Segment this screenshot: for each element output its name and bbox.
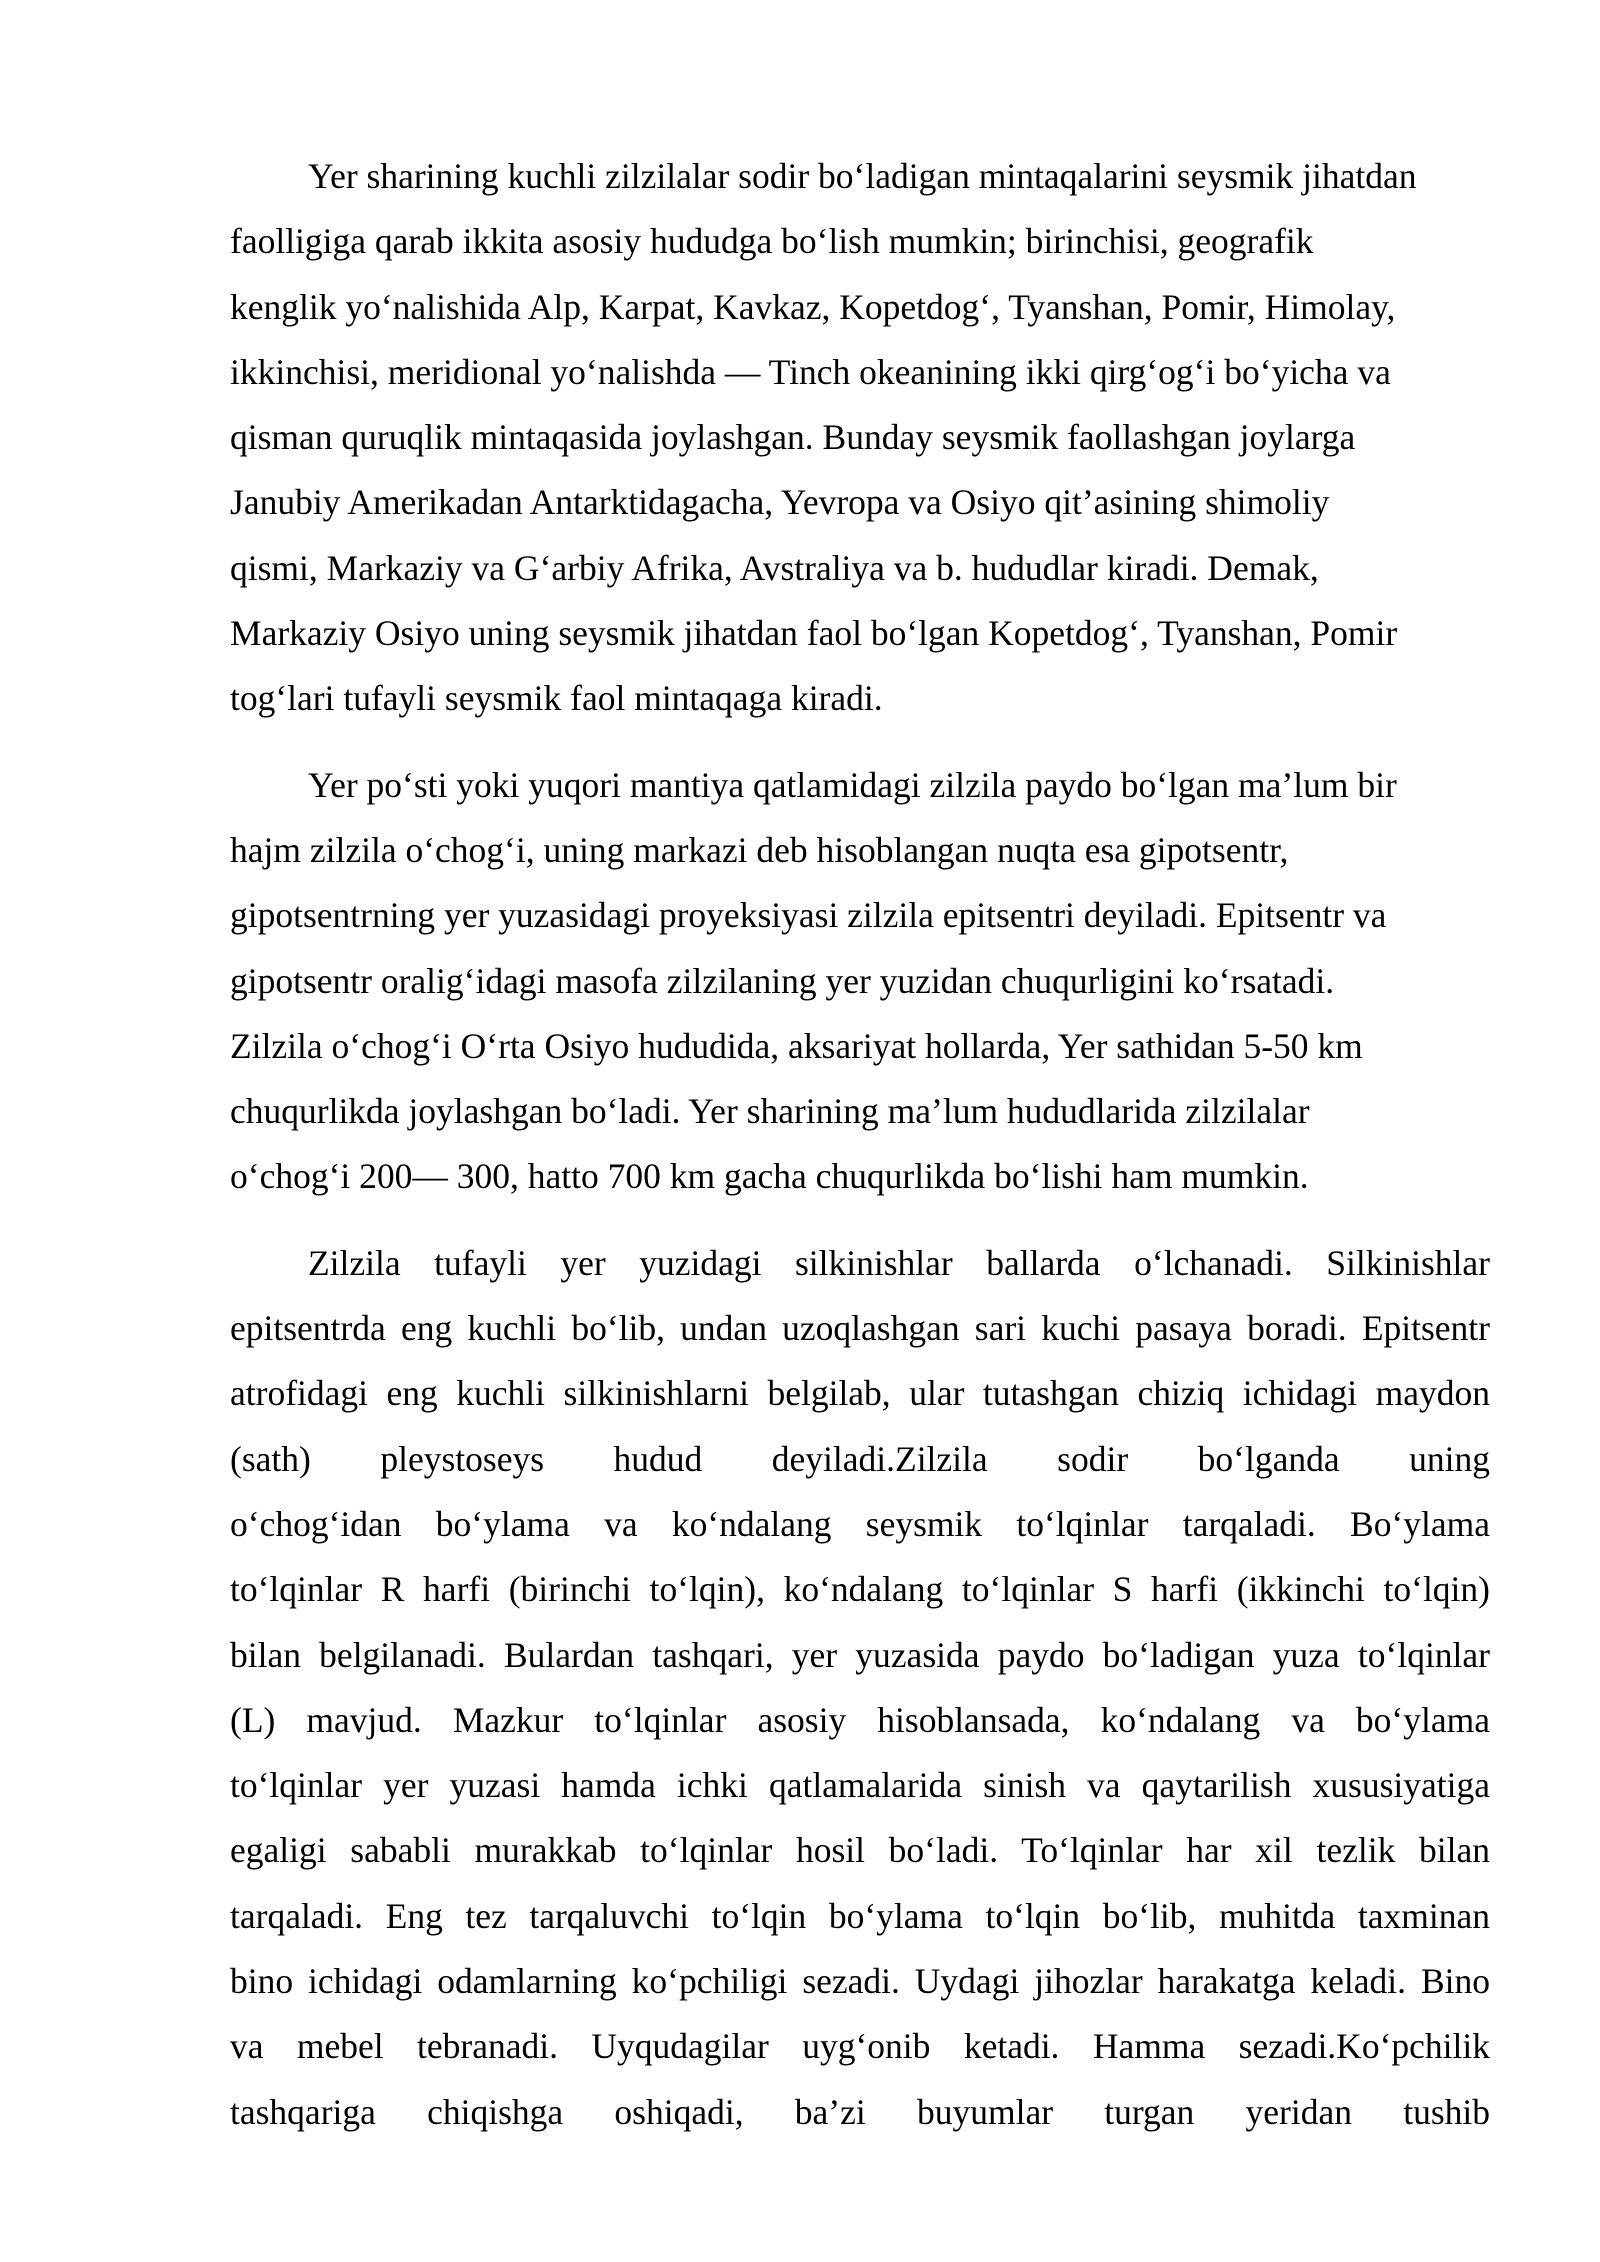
text-line: to‘lqinlar R harfi (birinchi to‘lqin), ko‘ndalang to‘lqinlar S harfi (ikkinchi to‘lqin): [230, 1569, 1490, 1610]
text-line: kenglik yo‘nalishida Alp, Karpat, Kavkaz, Kopetdog‘, Tyanshan, Pomir, Himolay,: [230, 286, 1396, 327]
text-line: faolligiga qarab ikkita asosiy hududga bo‘lish mumkin; birinchisi, geografik: [230, 221, 1314, 262]
text-line: gipotsentr oralig‘idagi masofa zilzilaning yer yuzidan chuqurligini ko‘rsatadi.: [230, 960, 1335, 1001]
text-line: hajm zilzila o‘chog‘i, uning markazi deb hisoblangan nuqta esa gipotsentr,: [230, 829, 1289, 870]
text-line: Yer po‘sti yoki yuqori mantiya qatlamidagi zilzila paydo bo‘lgan ma’lum bir: [308, 764, 1397, 805]
text-line: egaligi sababli murakkab to‘lqinlar hosil bo‘ladi. To‘lqinlar har xil tezlik bilan: [230, 1830, 1490, 1871]
text-line: tarqaladi. Eng tez tarqaluvchi to‘lqin bo‘ylama to‘lqin bo‘lib, muhitda taxminan: [230, 1895, 1490, 1936]
text-line: to‘lqinlar yer yuzasi hamda ichki qatlamalarida sinish va qaytarilish xususiyatiga: [230, 1765, 1490, 1806]
document-body: [230, 144, 1490, 2145]
text-line: va mebel tebranadi. Uyqudagilar uyg‘onib ketadi. Hamma sezadi.Ko‘pchilik: [230, 2026, 1490, 2067]
text-line: chuqurlikda joylashgan bo‘ladi. Yer sharining ma’lum hududlarida zilzilalar: [230, 1091, 1310, 1132]
text-line: Markaziy Osiyo uning seysmik jihatdan faol bo‘lgan Kopetdog‘, Tyanshan, Pomir: [230, 613, 1398, 654]
text-line: epitsentrda eng kuchli bo‘lib, undan uzoqlashgan sari kuchi pasaya boradi. Epitsentr: [230, 1308, 1490, 1349]
text-line: qisman quruqlik mintaqasida joylashgan. Bunday seysmik faollashgan joylarga: [230, 417, 1356, 458]
text-line: bilan belgilanadi. Bulardan tashqari, yer yuzasida paydo bo‘ladigan yuza to‘lqinlar: [230, 1634, 1490, 1675]
paragraph-seismic-waves: [230, 1231, 1490, 2145]
text-line: ikkinchisi, meridional yo‘nalishda — Tinch okeanining ikki qirg‘og‘i bo‘yicha va: [230, 351, 1391, 392]
text-line: gipotsentrning yer yuzasidagi proyeksiyasi zilzila epitsentri deyiladi. Epitsentr va: [230, 895, 1387, 936]
text-line: o‘chog‘i 200— 300, hatto 700 km gacha chuqurlikda bo‘lishi ham mumkin.: [230, 1156, 1309, 1197]
text-line: tog‘lari tufayli seysmik faol mintaqaga kiradi.: [230, 678, 883, 719]
text-line: Zilzila o‘chog‘i O‘rta Osiyo hududida, aksariyat hollarda, Yer sathidan 5-50 km: [230, 1025, 1363, 1066]
text-line: (sath) pleystoseys hudud deyiladi.Zilzila sodir bo‘lganda uning: [230, 1438, 1490, 1479]
text-line: o‘chog‘idan bo‘ylama va ko‘ndalang seysmik to‘lqinlar tarqaladi. Bo‘ylama: [230, 1503, 1490, 1544]
text-line: atrofidagi eng kuchli silkinishlarni belgilab, ular tutashgan chiziq ichidagi maydon: [230, 1373, 1490, 1414]
paragraph-seismic-zones: [230, 144, 1490, 732]
paragraph-hypocenter-epicenter: [230, 753, 1490, 1210]
text-line: (L) mavjud. Mazkur to‘lqinlar asosiy hisoblansada, ko‘ndalang va bo‘ylama: [230, 1699, 1490, 1740]
text-line: Janubiy Amerikadan Antarktidagacha, Yevropa va Osiyo qit’asining shimoliy: [230, 482, 1330, 523]
text-line: tashqariga chiqishga oshiqadi, ba’zi buyumlar turgan yeridan tushib: [230, 2091, 1490, 2132]
text-line: Yer sharining kuchli zilzilalar sodir bo‘ladigan mintaqalarini seysmik jihatdan: [308, 156, 1417, 196]
text-line: qismi, Markaziy va G‘arbiy Afrika, Avstraliya va b. hududlar kiradi. Demak,: [230, 547, 1319, 588]
text-line: Zilzila tufayli yer yuzidagi silkinishlar ballarda o‘lchanadi. Silkinishlar: [308, 1242, 1490, 1283]
text-line: bino ichidagi odamlarning ko‘pchiligi sezadi. Uydagi jihozlar harakatga keladi. Bino: [230, 1961, 1490, 2002]
